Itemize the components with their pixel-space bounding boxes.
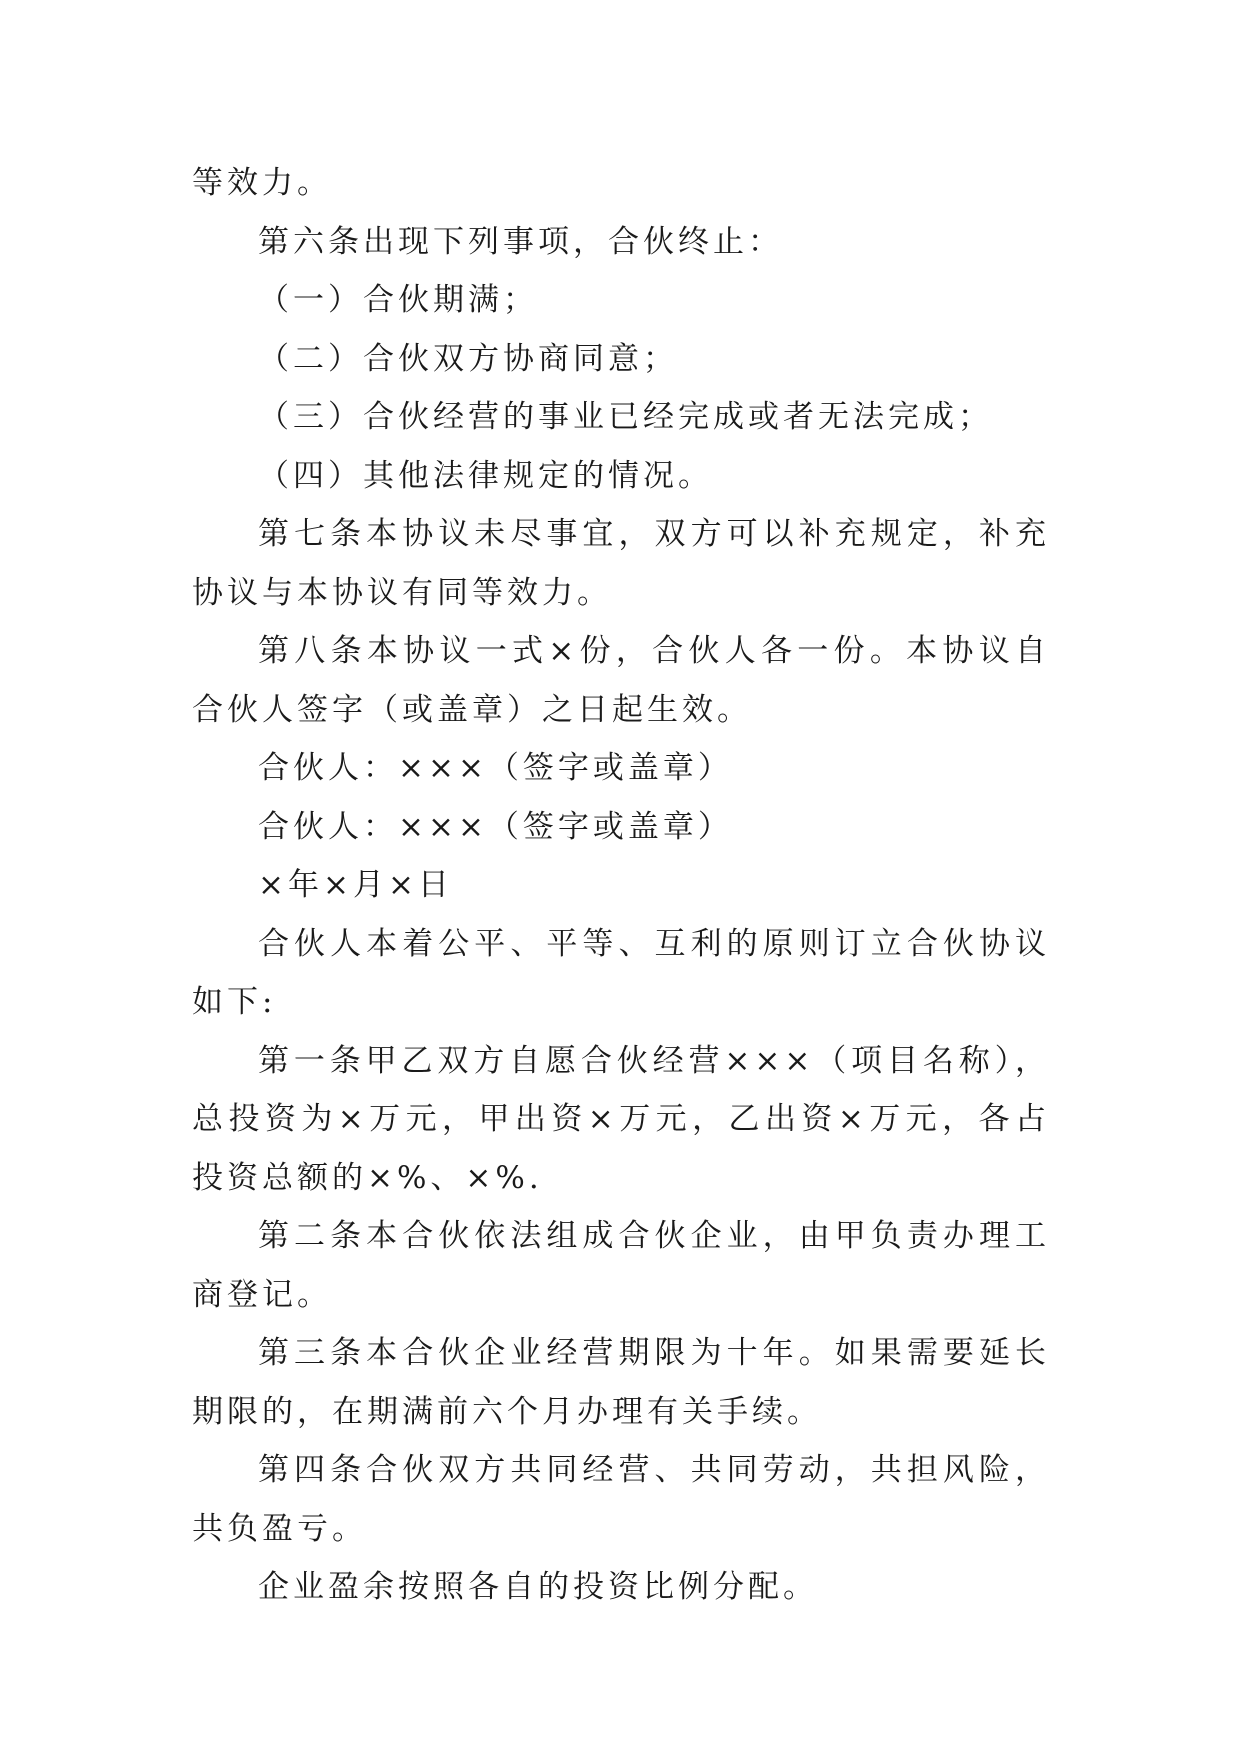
paragraph: （一）合伙期满； — [258, 282, 538, 318]
paragraph: 等效力。 — [192, 165, 332, 201]
signature-line: 合伙人：×××（签字或盖章） — [258, 750, 733, 786]
paragraph: 第八条本协议一式×份，合伙人各一份。本协议自合伙人签字（或盖章）之日起生效。 — [192, 633, 1050, 728]
paragraph: （二）合伙双方协商同意； — [258, 340, 678, 377]
paragraph: 第四条合伙双方共同经营、共同劳动，共担风险，共负盈亏。 — [192, 1452, 1050, 1547]
paragraph: （四）其他法律规定的情况。 — [258, 457, 713, 494]
paragraph: 合伙人本着公平、平等、互利的原则订立合伙协议如下: — [192, 925, 1050, 1020]
paragraph: 第六条出现下列事项，合伙终止： — [258, 223, 783, 260]
paragraph: 第一条甲乙双方自愿合伙经营×××（项目名称），总投资为×万元，甲出资×万元，乙出资×万元，各占投资总额的×%、×%. — [192, 1042, 1050, 1196]
document-body — [192, 154, 1050, 1617]
paragraph: 企业盈余按照各自的投资比例分配。 — [258, 1569, 818, 1605]
paragraph: （三）合伙经营的事业已经完成或者无法完成； — [258, 399, 993, 435]
date-line: ×年×月×日 — [258, 867, 453, 903]
signature-line: 合伙人：×××（签字或盖章） — [258, 808, 733, 845]
paragraph: 第二条本合伙依法组成合伙企业，由甲负责办理工商登记。 — [192, 1218, 1050, 1313]
paragraph: 第三条本合伙企业经营期限为十年。如果需要延长期限的，在期满前六个月办理有关手续。 — [192, 1335, 1050, 1430]
paragraph: 第七条本协议未尽事宜，双方可以补充规定，补充协议与本协议有同等效力。 — [192, 516, 1050, 611]
